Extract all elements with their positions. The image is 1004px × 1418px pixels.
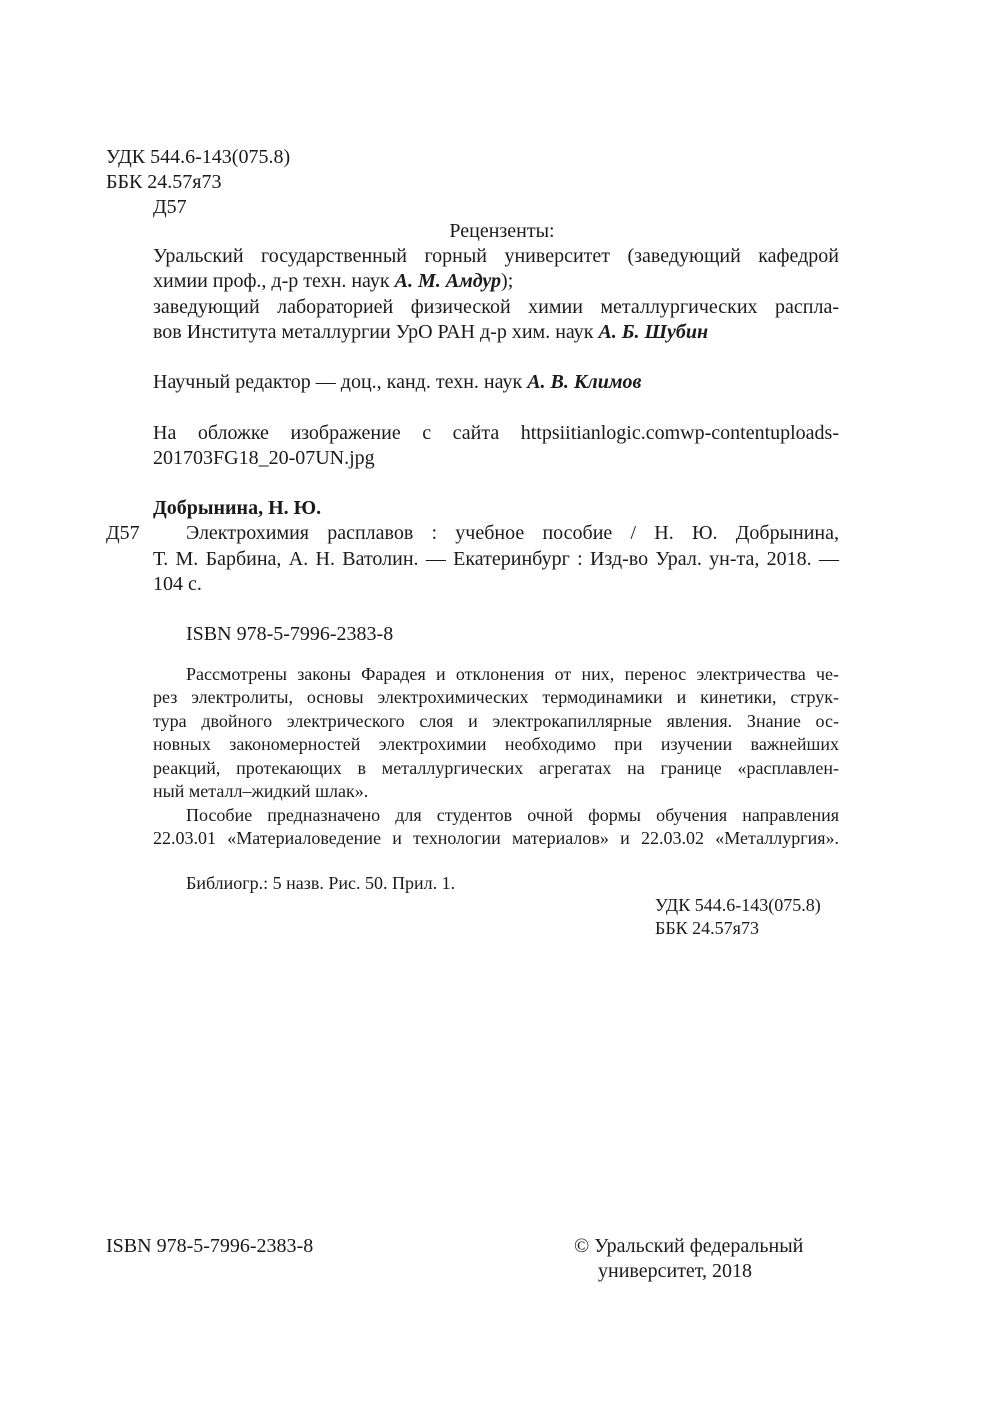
card-author: Добрынина, Н. Ю. xyxy=(153,497,322,519)
reviewer-1-suffix: ); xyxy=(501,270,514,292)
editor-name: А. В. Климов xyxy=(527,371,642,393)
abstract-p1-line-6: ный металл–жидкий шлак». xyxy=(153,781,369,801)
editor-title: Научный редактор — доц., канд. техн. наук xyxy=(153,371,528,393)
cover-credit-line-2: 201703FG18_20-07UN.jpg xyxy=(153,447,375,469)
abstract-p2-line-1: Пособие предназначено для студентов очной формы обучения направления xyxy=(186,805,839,825)
cover-credit-line-1: На обложке изображение с сайта httpsiitianlogic.comwp-contentuploads- xyxy=(153,422,839,444)
scientific-editor xyxy=(153,369,641,395)
reviewers-title xyxy=(0,218,1004,244)
card-title-line: Электрохимия расплавов : учебное пособие / Н. Ю. Добрынина, xyxy=(186,522,839,544)
card-pages: 104 с. xyxy=(153,573,202,595)
reviewers-title-text: Рецензенты: xyxy=(449,220,555,242)
udk-code: УДК 544.6-143(075.8) xyxy=(106,146,291,168)
reviewer-2-line-1: заведующий лабораторией физической химии металлургических распла- xyxy=(153,296,839,318)
reviewer-1-line-1: Уральский государственный горный университет (заведующий кафедрой xyxy=(153,245,839,267)
reviewer-2-name: А. Б. Шубин xyxy=(598,321,709,343)
footer-isbn: ISBN 978-5-7996-2383-8 xyxy=(106,1235,314,1257)
abstract-p2-line-2: 22.03.01 «Материаловедение и технологии материалов» и 22.03.02 «Металлургия». xyxy=(153,828,839,848)
copyright-line-2: университет, 2018 xyxy=(598,1260,753,1282)
abstract-p1-line-2: рез электролиты, основы электрохимических термодинамики и кинетики, струк- xyxy=(153,687,839,707)
card-code: Д57 xyxy=(106,522,140,544)
reviewer-2-affiliation: вов Института металлургии УрО РАН д-р хим. наук xyxy=(153,321,599,343)
abstract-udk: УДК 544.6-143(075.8) xyxy=(655,895,821,915)
abstract-bbk: ББК 24.57я73 xyxy=(655,918,759,938)
abstract-p1-line-3: тура двойного электрического слоя и электрокапиллярные явления. Знание ос- xyxy=(153,711,839,731)
copyright-line-1: © Уральский федеральный xyxy=(574,1235,804,1257)
abstract-p1-line-4: новных закономерностей электрохимии необходимо при изучении важнейших xyxy=(153,734,839,754)
reviewer-1-affiliation: химии проф., д-р техн. наук xyxy=(153,270,395,292)
bbk-code: ББК 24.57я73 xyxy=(106,171,222,193)
abstract-p1-line-1: Рассмотрены законы Фарадея и отклонения от них, перенос электричества че- xyxy=(186,664,839,684)
abstract-p1-line-5: реакций, протекающих в металлургических агрегатах на границе «расплавлен- xyxy=(153,758,839,778)
bibliography-note: Библиогр.: 5 назв. Рис. 50. Прил. 1. xyxy=(186,873,456,893)
reviewer-1-name: А. М. Амдур xyxy=(394,270,502,292)
reviewer-1-line-2 xyxy=(153,268,513,294)
author-mark: Д57 xyxy=(153,196,187,218)
reviewer-2-line-2 xyxy=(153,319,708,345)
card-publication-line: Т. М. Барбина, А. Н. Ватолин. — Екатеринбург : Изд-во Урал. ун-та, 2018. — xyxy=(153,548,839,570)
card-isbn: ISBN 978-5-7996-2383-8 xyxy=(186,623,394,645)
